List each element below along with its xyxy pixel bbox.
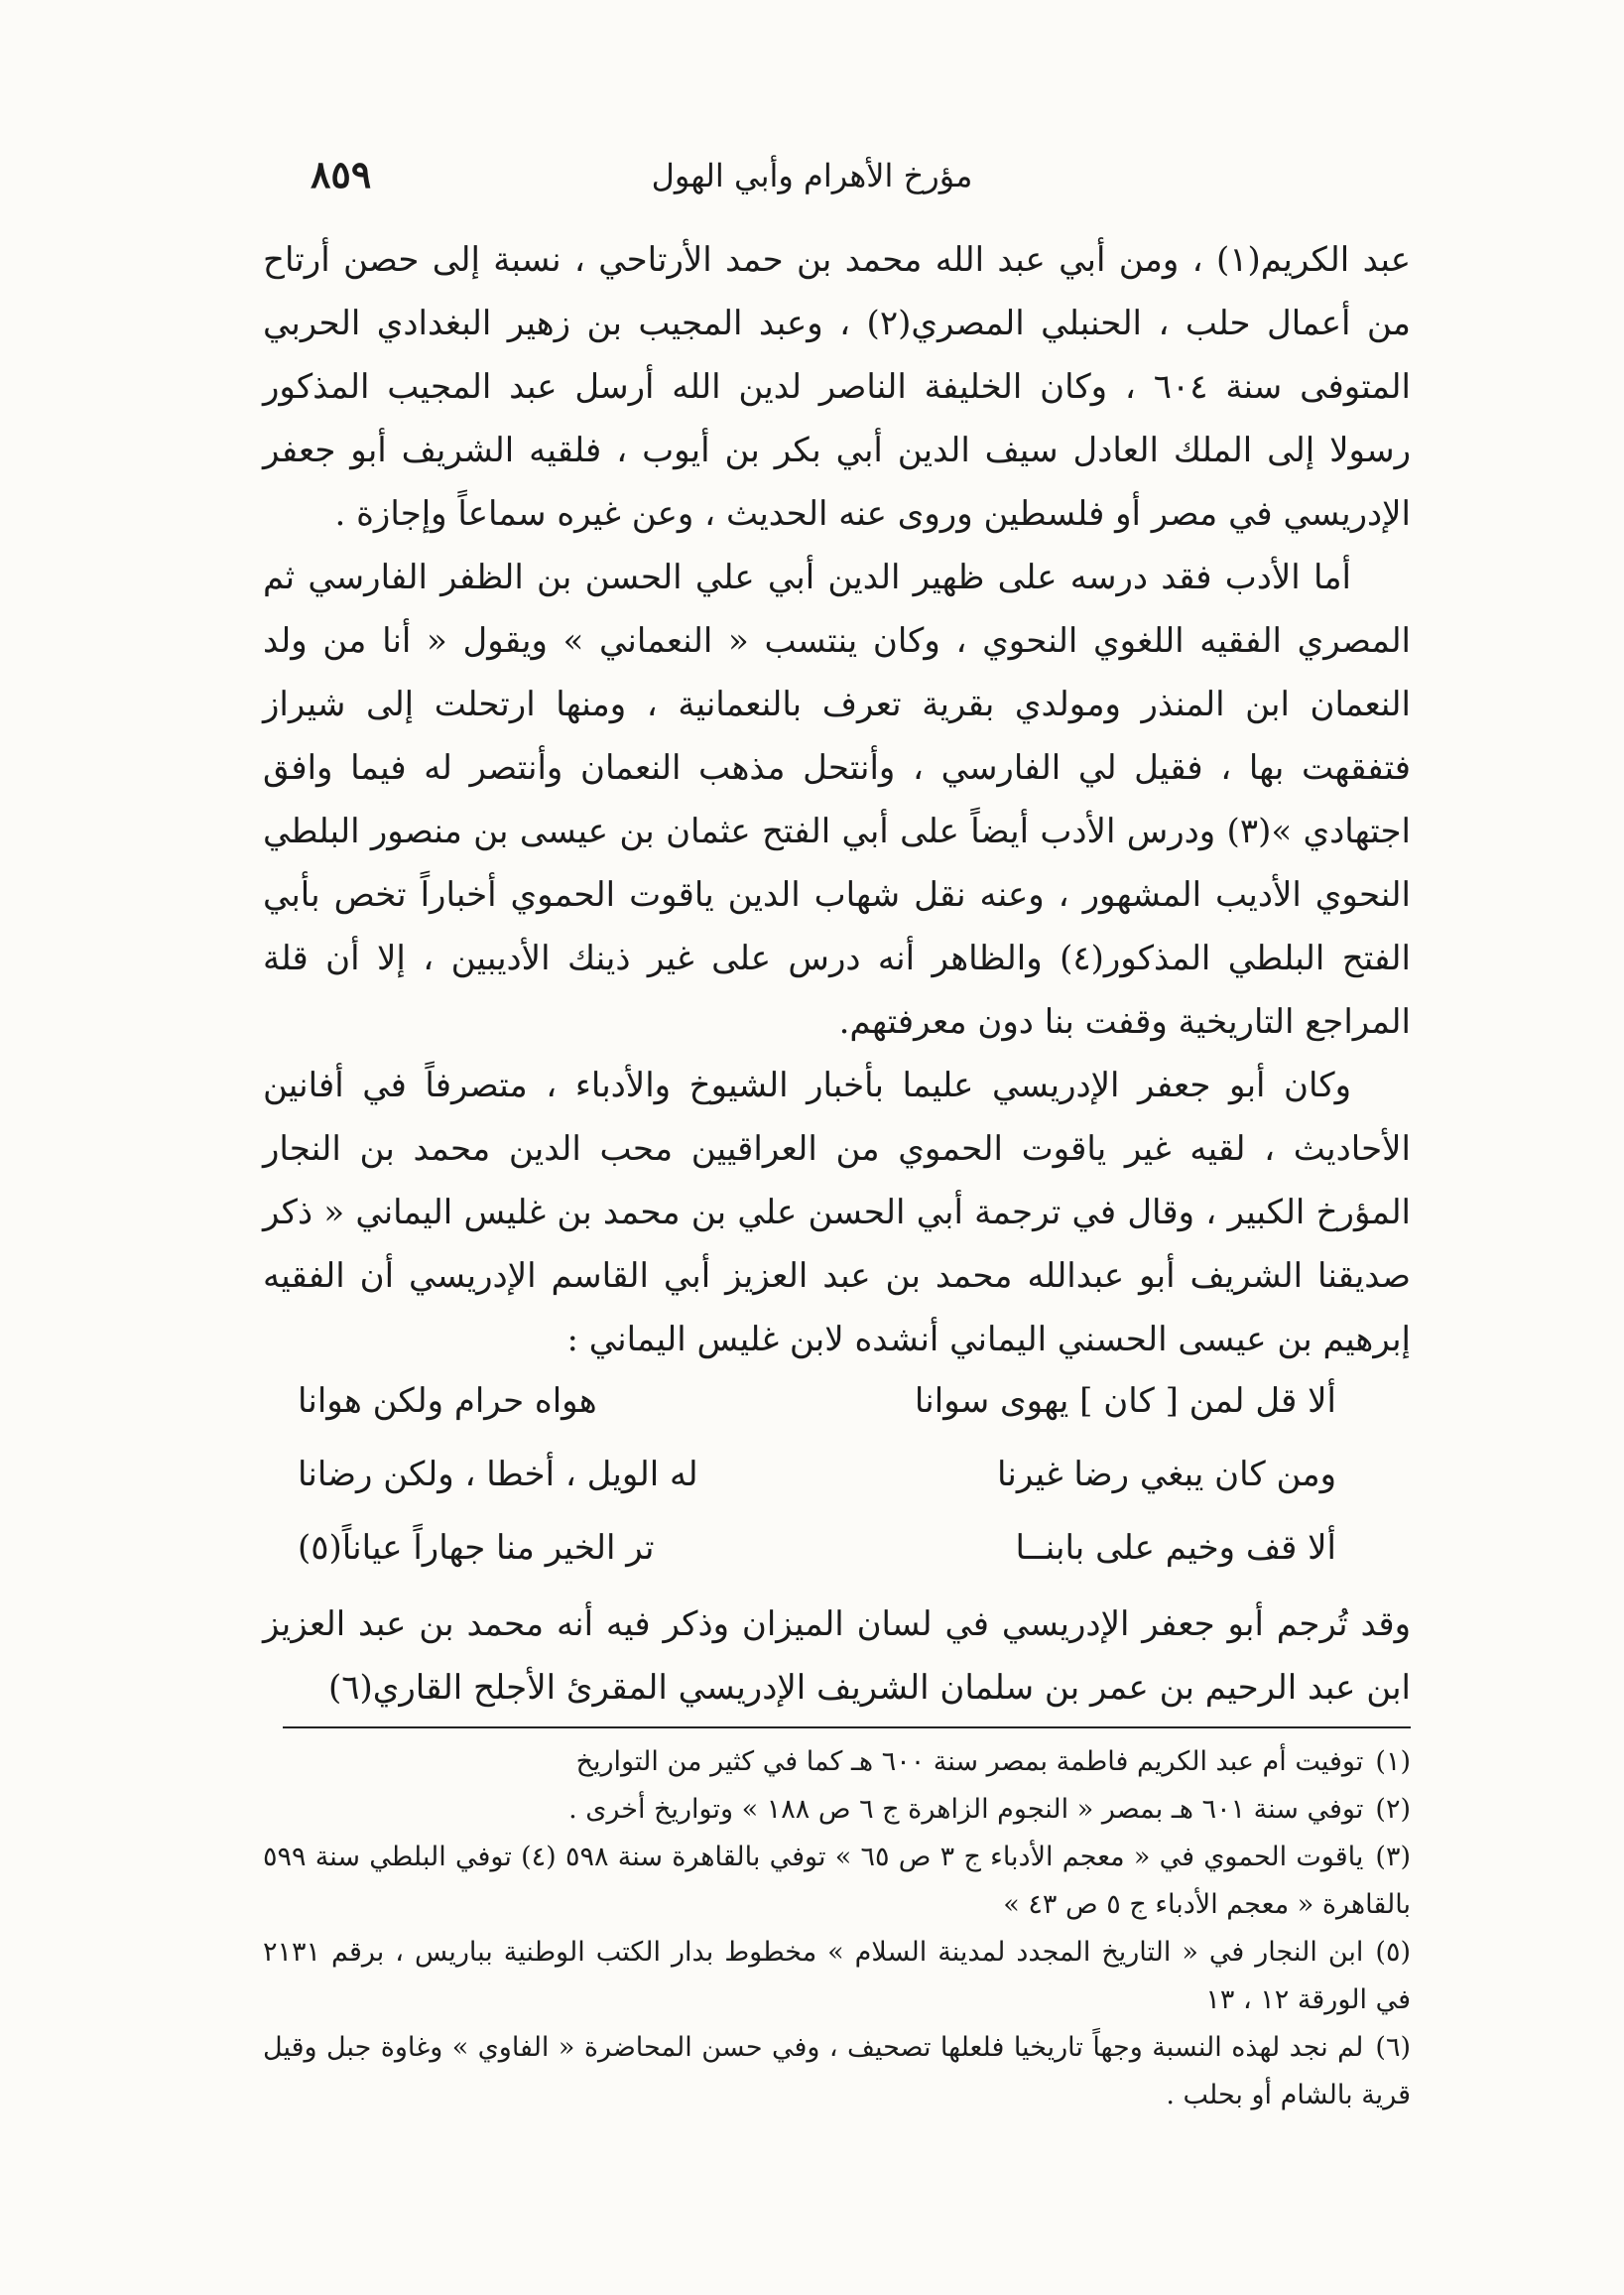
poem-verses bbox=[298, 1364, 1336, 1585]
verse-first-hemistich: ألا قف وخيم على بابنــا bbox=[1015, 1528, 1336, 1568]
footnote-3 bbox=[263, 1834, 1411, 1929]
verse-first-hemistich: ومن كان يبغي رضا غيرنا bbox=[997, 1455, 1336, 1494]
footnote-text: ابن النجار في « التاريخ المجدد لمدينة السلام » مخطوط بدار الكتب الوطنية بباريس ، برقم ٢١٣١ في الورقة ١٢ ، ١٣ bbox=[263, 1937, 1411, 2015]
verse-line bbox=[298, 1438, 1336, 1511]
paragraph-2: أما الأدب فقد درسه على ظهير الدين أبي علي الحسن بن الظفر الفارسي ثم المصري الفقيه اللغوي النحوي ، وكان ينتسب « النعماني » ويقول « أنا من ولد النعمان ابن المنذر ومولدي بقرية تعرف بالنعمانية ، ومنها ارتحلت إلى شيراز فتفقهت بها ، فقيل لي الفارسي ، وأنتحل مذهب النعمان وأنتصر له فيما وافق اجتهادي »(٣) ودرس الأدب أيضاً على أبي الفتح عثمان بن عيسى بن منصور البلطي النحوي الأديب المشهور ، وعنه نقل شهاب الدين ياقوت الحموي أخباراً تخص بأبي الفتح البلطي المذكور(٤) والظاهر أنه درس على غير ذينك الأديبين ، إلا أن قلة المراجع التاريخية وقفت بنا دون معرفتهم. bbox=[263, 558, 1411, 1042]
footnote-number: (١) bbox=[1375, 1746, 1411, 1777]
footnote-divider bbox=[283, 1726, 1411, 1728]
footnote-text: لم نجد لهذه النسبة وجهاً تاريخيا فلعلها تصحيف ، وفي حسن المحاضرة « الفاوي » وغاوة جبل وقيل قرية بالشام أو بحلب . bbox=[263, 2032, 1411, 2110]
verse-second-hemistich: له الويل ، أخطا ، ولكن رضانا bbox=[298, 1455, 698, 1494]
verse-first-hemistich: ألا قل لمن [ كان ] يهوى سوانا bbox=[914, 1381, 1336, 1421]
final-paragraph: وقد تُرجم أبو جعفر الإدريسي في لسان الميزان وذكر فيه أنه محمد بن عبد العزيز ابن عبد الرحيم بن عمر بن سلمان الشريف الإدريسي المقرئ الأجلح القاري(٦) bbox=[263, 1604, 1411, 1708]
footnotes bbox=[263, 1738, 1411, 2119]
footnote-6 bbox=[263, 2024, 1411, 2119]
footnote-2 bbox=[263, 1786, 1411, 1834]
paragraph-1: عبد الكريم(١) ، ومن أبي عبد الله محمد بن حمد الأرتاحي ، نسبة إلى حصن أرتاح من أعمال حلب ، الحنبلي المصري(٢) ، وعبد المجيب بن زهير البغدادي الحربي المتوفى سنة ٦٠٤ ، وكان الخليفة الناصر لدين الله أرسل عبد المجيب المذكور رسولا إلى الملك العادل سيف الدين أبي بكر بن أيوب ، فلقيه الشريف أبو جعفر الإدريسي في مصر أو فلسطين وروى عنه الحديث ، وعن غيره سماعاً وإجازة . bbox=[263, 240, 1411, 534]
footnote-text: توفي سنة ٦٠١ هـ بمصر « النجوم الزاهرة ج ٦ ص ١٨٨ » وتواريخ أخرى . bbox=[568, 1794, 1364, 1825]
footnote-text: ياقوت الحموي في « معجم الأدباء ج ٣ ص ٦٥ » توفي بالقاهرة سنة ٥٩٨ (٤) توفي البلطي سنة ٥٩٩ بالقاهرة « معجم الأدباء ج ٥ ص ٤٣ » bbox=[263, 1842, 1411, 1920]
footnote-5 bbox=[263, 1929, 1411, 2024]
footnote-number: (٥) bbox=[1375, 1937, 1411, 1968]
paragraph-3: وكان أبو جعفر الإدريسي عليما بأخبار الشيوخ والأدباء ، متصرفاً في أفانين الأحاديث ، لقيه غير ياقوت الحموي من العراقيين محب الدين محمد بن النجار المؤرخ الكبير ، وقال في ترجمة أبي الحسن علي بن محمد بن غليس اليماني « ذكر صديقنا الشريف أبو عبدالله محمد بن عبد العزيز أبي القاسم الإدريسي أن الفقيه إبرهيم بن عيسى الحسني اليماني أنشده لابن غليس اليماني : bbox=[263, 1066, 1411, 1359]
verse-second-hemistich: هواه حرام ولكن هوانا bbox=[298, 1381, 597, 1421]
page-number: ٨٥٩ bbox=[311, 152, 372, 196]
page-header bbox=[263, 147, 1361, 216]
footnote-number: (٣) bbox=[1375, 1842, 1412, 1872]
verse-second-hemistich: تر الخير منا جهاراً عياناً(٥) bbox=[298, 1528, 655, 1568]
verse-line bbox=[298, 1364, 1336, 1438]
footnote-number: (٦) bbox=[1375, 2032, 1411, 2063]
footnote-text: توفيت أم عبد الكريم فاطمة بمصر سنة ٦٠٠ هـ كما في كثير من التواريخ bbox=[575, 1746, 1364, 1777]
footnote-number: (٢) bbox=[1375, 1794, 1411, 1825]
running-title: مؤرخ الأهرام وأبي الهول bbox=[651, 157, 973, 194]
body-text bbox=[263, 228, 1411, 1371]
footnote-1 bbox=[263, 1738, 1411, 1786]
verse-line bbox=[298, 1511, 1336, 1585]
